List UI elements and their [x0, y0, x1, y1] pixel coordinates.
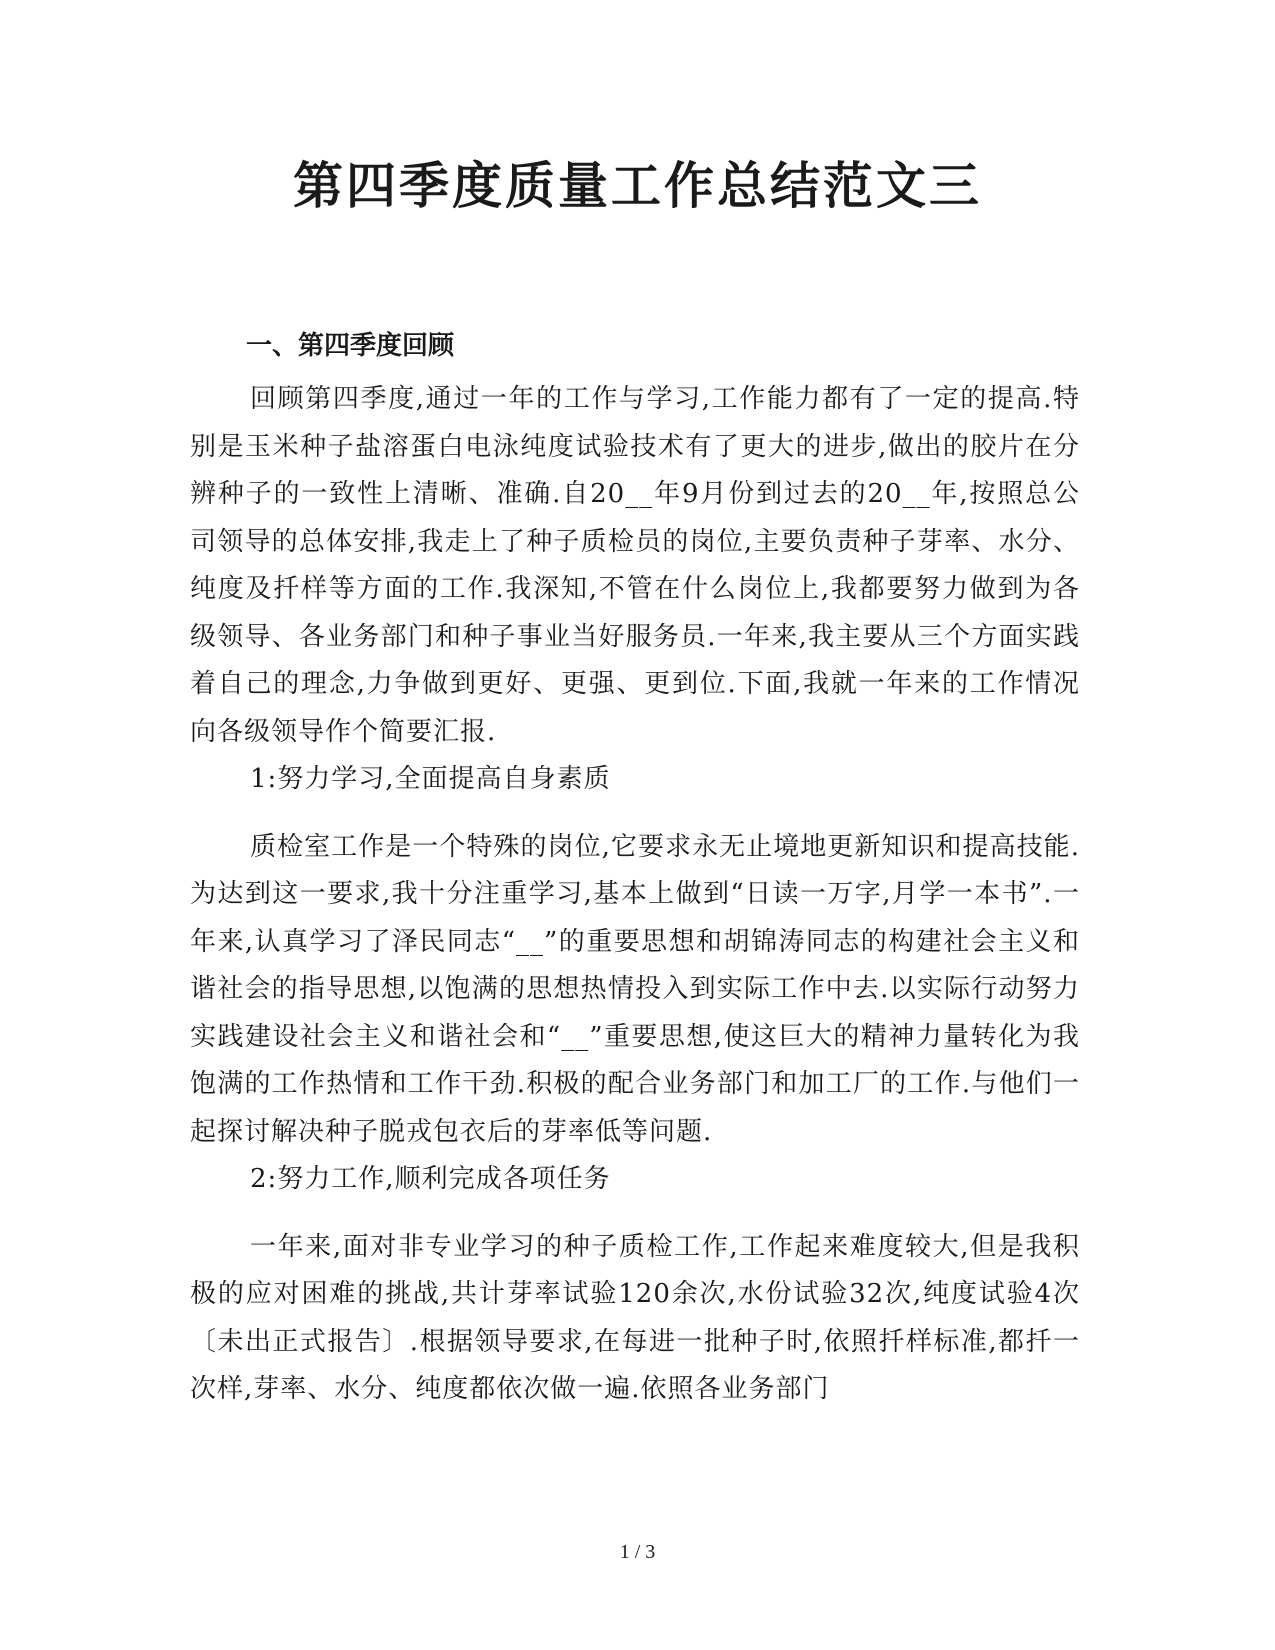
section-heading: 一、第四季度回顾: [246, 331, 455, 361]
paragraph-work: 一年来,面对非专业学习的种子质检工作,工作起来难度较大,但是我积极的应对困难的挑战,共计芽率试验120余次,水份试验32次,纯度试验4次〔未出正式报告〕.根据领导要求,在每进一批种子时,依照扦样标准,都扦一次样,芽率、水分、纯度都依次做一遍.依照各业务部门: [190, 1231, 1080, 1404]
subheading-work: 2:努力工作,顺利完成各项任务: [250, 1164, 611, 1194]
document-body: [190, 325, 1080, 1414]
document-title: 第四季度质量工作总结范文三: [293, 156, 982, 215]
subheading-study: 1:努力学习,全面提高自身素质: [250, 764, 611, 794]
paragraph-study: 质检室工作是一个特殊的岗位,它要求永无止境地更新知识和提高技能.为达到这一要求,我十分注重学习,基本上做到“日读一万字,月学一本书”.一年来,认真学习了泽民同志“__”的重要思想和胡锦涛同志的构建社会主义和谐社会的指导思想,以饱满的思想热情投入到实际工作中去.以实际行动努力实践建设社会主义和谐社会和“__”重要思想,使这巨大的精神力量转化为我饱满的工作热情和工作干劲.积极的配合业务部门和加工厂的工作.与他们一起探讨解决种子脱戎包衣后的芽率低等问题.: [190, 831, 1080, 1147]
page-number: 1 / 3: [619, 1541, 656, 1563]
paragraph-review: 回顾第四季度,通过一年的工作与学习,工作能力都有了一定的提高.特别是玉米种子盐溶蛋白电泳纯度试验技术有了更大的进步,做出的胶片在分辨种子的一致性上清晰、准确.自20__年9月份到过去的20__年,按照总公司领导的总体安排,我走上了种子质检员的岗位,主要负责种子芽率、水分、纯度及扦样等方面的工作.我深知,不管在什么岗位上,我都要努力做到为各级领导、各业务部门和种子事业当好服务员.一年来,我主要从三个方面实践着自己的理念,力争做到更好、更强、更到位.下面,我就一年来的工作情况向各级领导作个简要汇报.: [190, 384, 1080, 747]
